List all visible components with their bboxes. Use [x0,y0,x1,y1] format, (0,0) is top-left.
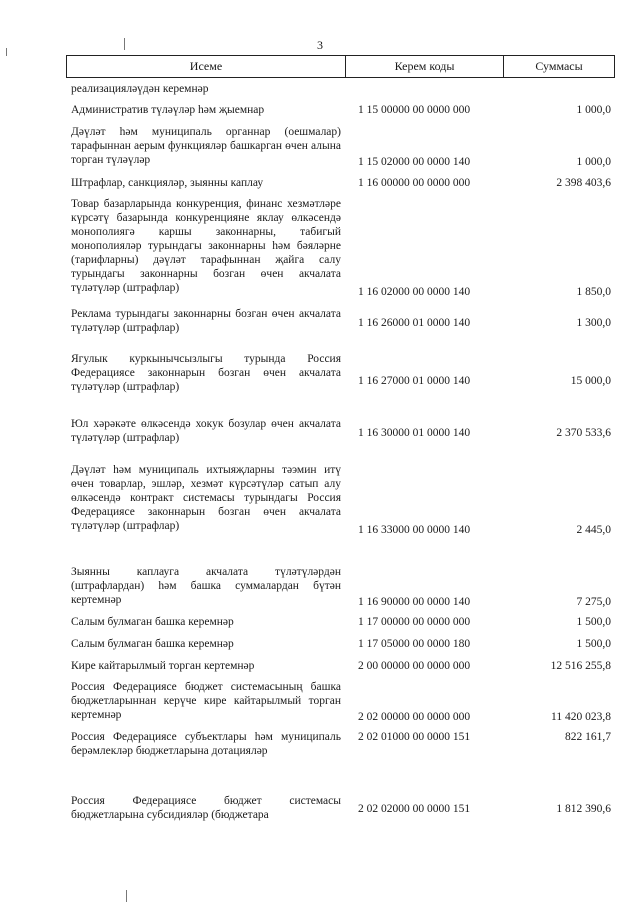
row-name: Дәүләт һәм муниципаль ихтыяҗларны тәэмин итү өчен товарлар, эшләр, хезмәт күрсәтүләр сатып алу өлкәсендә контракт системасы турындагы Россия Федерациясе законнарын бозган өчен акчалата түләтүләр (штрафлар) [71,464,341,532]
row-name: Кире кайтарылмый торган кертемнәр [71,660,255,672]
row-name: Ягулык куркынычсызлыгы турында Россия Федерациясе законнарын бозган өчен акчалата түләтүләр (штрафлар) [71,353,341,393]
row-code: 1 16 02000 00 0000 140 [358,286,471,298]
row-code: 1 16 00000 00 0000 000 [358,177,471,189]
row-name: Зыянны каплауга акчалата түләтүләрдән (штрафлардан) һәм башка суммалардан бүтән кертемнәр [71,566,341,606]
row-sum: 1 500,0 [576,638,611,650]
row-sum: 15 000,0 [570,375,611,387]
page-number: 3 [317,38,323,52]
row-code: 1 17 05000 00 0000 180 [358,638,471,650]
row-sum: 2 398 403,6 [556,177,611,189]
row-code: 1 16 33000 00 0000 140 [358,524,471,536]
row-name: Реклама турындагы законнарны бозган өчен акчалата түләтүләр (штрафлар) [71,308,341,334]
row-name: реализацияләүдән керемнәр [71,83,209,95]
header-name: Исеме [67,56,346,77]
row-code: 2 02 02000 00 0000 151 [358,803,471,815]
row-name: Товар базарларында конкуренция, финанс хезмәтләре күрсәтү базарында конкуренцияне яклау өлкәсендә монополиягә каршы законнарны, табигый монополияләр турындагы законнарны һәм бәяләрне (тарифларны) дәүләт тарафыннан җайга салу турындагы законнарны бозган өчен акчалата түләтүләр (штрафлар) [71,198,341,294]
header-code: Керем коды [346,56,504,77]
row-name: Салым булмаган башка керемнәр [71,616,234,628]
row-sum: 11 420 023,8 [551,711,611,723]
row-sum: 2 445,0 [576,524,611,536]
row-sum: 822 161,7 [565,731,611,743]
row-sum: 1 300,0 [576,317,611,329]
row-code: 1 16 30000 01 0000 140 [358,427,471,439]
row-sum: 1 000,0 [576,104,611,116]
row-sum: 1 850,0 [576,286,611,298]
row-sum: 2 370 533,6 [556,427,611,439]
row-code: 2 02 00000 00 0000 000 [358,711,471,723]
row-sum: 1 500,0 [576,616,611,628]
row-code: 2 00 00000 00 0000 000 [358,660,471,672]
row-code: 1 15 00000 00 0000 000 [358,104,471,116]
row-code: 2 02 01000 00 0000 151 [358,731,471,743]
row-sum: 12 516 255,8 [550,660,611,672]
row-name: Административ түләүләр һәм җыемнар [71,104,265,116]
row-sum: 7 275,0 [576,596,611,608]
row-name: Россия Федерациясе бюджет системасы бюджетларына субсидияләр (бюджетара [71,795,341,821]
row-code: 1 16 27000 01 0000 140 [358,375,471,387]
row-name: Юл хәрәкәте өлкәсендә хокук бозулар өчен акчалата түләтүләр (штрафлар) [71,418,341,444]
row-sum: 1 000,0 [576,156,611,168]
row-name: Салым булмаган башка керемнәр [71,638,234,650]
row-name: Россия Федерациясе бюджет системасының башка бюджетларыннан керүче кире кайтарылмый торган кертемнәр [71,681,341,721]
row-code: 1 16 26000 01 0000 140 [358,317,471,329]
row-name: Дәүләт һәм муниципаль органнар (оешмалар) тарафыннан аерым функцияләр башкарган өчен алына торган түләүләр [71,126,341,166]
row-code: 1 15 02000 00 0000 140 [358,156,471,168]
row-code: 1 17 00000 00 0000 000 [358,616,471,628]
row-name: Россия Федерациясе субъектлары һәм муниципаль берәмлекләр бюджетларына дотацияләр [71,731,341,757]
row-name: Штрафлар, санкцияләр, зыянны каплау [71,177,264,189]
row-code: 1 16 90000 00 0000 140 [358,596,471,608]
row-sum: 1 812 390,6 [556,803,611,815]
header-sum: Суммасы [535,59,583,73]
